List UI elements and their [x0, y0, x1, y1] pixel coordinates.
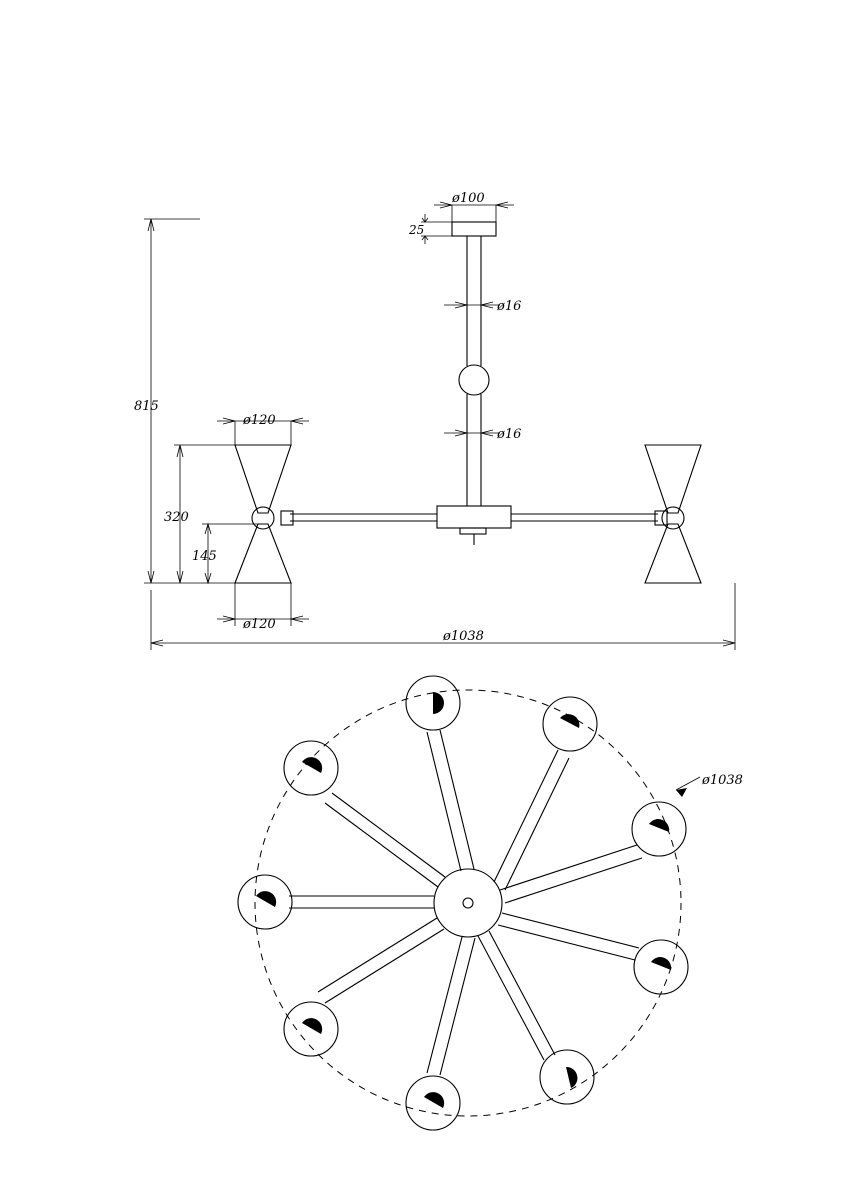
plan-arm-7b — [318, 918, 437, 992]
plan-shade-9-mark — [302, 757, 322, 773]
plan-arm-group-5 — [478, 931, 594, 1104]
right-shade-joint — [662, 507, 684, 529]
plan-leader — [676, 777, 700, 797]
plan-arm-1a — [427, 732, 461, 871]
dim-25-arrow-top — [422, 214, 428, 222]
plan-arm-group-4 — [498, 913, 688, 994]
plan-shade-1-mark — [433, 692, 444, 714]
plan-shade-8 — [238, 875, 292, 929]
plan-shade-3-mark — [649, 819, 669, 832]
elevation-view — [144, 202, 735, 650]
plan-shade-9 — [284, 741, 338, 795]
plan-arm-7a — [325, 929, 444, 1003]
right-shade-upper — [645, 445, 701, 513]
plan-arm-9a — [325, 803, 438, 887]
dim-120-bot-arrow-r — [291, 616, 309, 622]
plan-arm-3a — [500, 845, 637, 890]
dim-label-shade-top-diameter: ø120 — [243, 413, 276, 428]
plan-arm-group-3 — [500, 802, 686, 903]
plan-shade-4-mark — [651, 957, 671, 970]
plan-arm-2a — [494, 750, 558, 882]
dim-label-plan-diameter: ø1038 — [702, 773, 743, 788]
dim-canopy-arrow-l — [434, 202, 452, 208]
plan-arm-group-1 — [406, 676, 474, 871]
plan-shade-2-mark — [560, 714, 579, 728]
hub-bottom-plate — [460, 528, 486, 534]
plan-arm-group-8 — [238, 875, 434, 929]
plan-shade-5 — [540, 1050, 594, 1104]
plan-arm-4a — [502, 913, 639, 948]
plan-arm-1b — [440, 730, 474, 869]
right-shade-lower — [645, 524, 701, 583]
dim-label-shade-bottom-diameter: ø120 — [243, 617, 276, 632]
plan-hub-center — [463, 898, 473, 908]
plan-shade-4 — [634, 940, 688, 994]
plan-arm-4b — [498, 925, 635, 960]
center-hub — [437, 506, 511, 528]
canopy — [452, 222, 496, 236]
plan-arm-3b — [505, 858, 642, 903]
plan-arm-5a — [489, 931, 555, 1055]
plan-view — [238, 676, 700, 1130]
plan-shade-7 — [284, 1002, 338, 1056]
dim-label-shade-height: 320 — [164, 510, 189, 525]
plan-arm-6b — [440, 938, 475, 1075]
left-shade-joint — [252, 507, 274, 529]
dim-120-top-arrow-l — [217, 418, 235, 424]
plan-shade-3 — [632, 802, 686, 856]
plan-shade-8-mark — [256, 891, 276, 907]
dim-canopy-arrow-r — [496, 202, 514, 208]
dim-label-shade-lower-height: 145 — [192, 549, 217, 564]
plan-arm-5b — [478, 936, 544, 1060]
plan-arm-6a — [427, 937, 462, 1073]
plan-hub — [434, 869, 502, 937]
plan-arm-group-6 — [406, 937, 475, 1130]
plan-outer-circle — [255, 690, 681, 1116]
left-shade-lower — [235, 524, 291, 583]
dim-label-lower-rod: ø16 — [497, 427, 522, 442]
dim-label-upper-rod: ø16 — [497, 299, 522, 314]
dim-25-arrow-bot — [422, 236, 428, 244]
left-arm-collar — [281, 511, 293, 525]
plan-shade-2 — [543, 697, 597, 751]
plan-arm-group-7 — [284, 918, 444, 1056]
plan-shade-6 — [406, 1076, 460, 1130]
dim-label-overall-diameter: ø1038 — [443, 629, 484, 644]
dim-label-canopy-diameter: ø100 — [452, 191, 485, 206]
right-arm-collar — [655, 511, 667, 525]
sphere-joint — [459, 365, 489, 395]
plan-leader-line — [676, 777, 700, 790]
dim-120-bot-arrow-l — [217, 616, 235, 622]
dim-label-overall-height: 815 — [134, 399, 159, 414]
plan-shade-7-mark — [302, 1018, 322, 1034]
left-shade-upper — [235, 445, 291, 513]
plan-arm-group-9 — [284, 741, 445, 887]
plan-shade-5-mark — [566, 1067, 577, 1088]
dim-label-canopy-height: 25 — [409, 223, 425, 237]
plan-arm-9b — [332, 793, 445, 877]
dim-120-top-arrow-r — [291, 418, 309, 424]
plan-arm-group-2 — [494, 697, 597, 890]
plan-shade-6-mark — [424, 1092, 444, 1108]
